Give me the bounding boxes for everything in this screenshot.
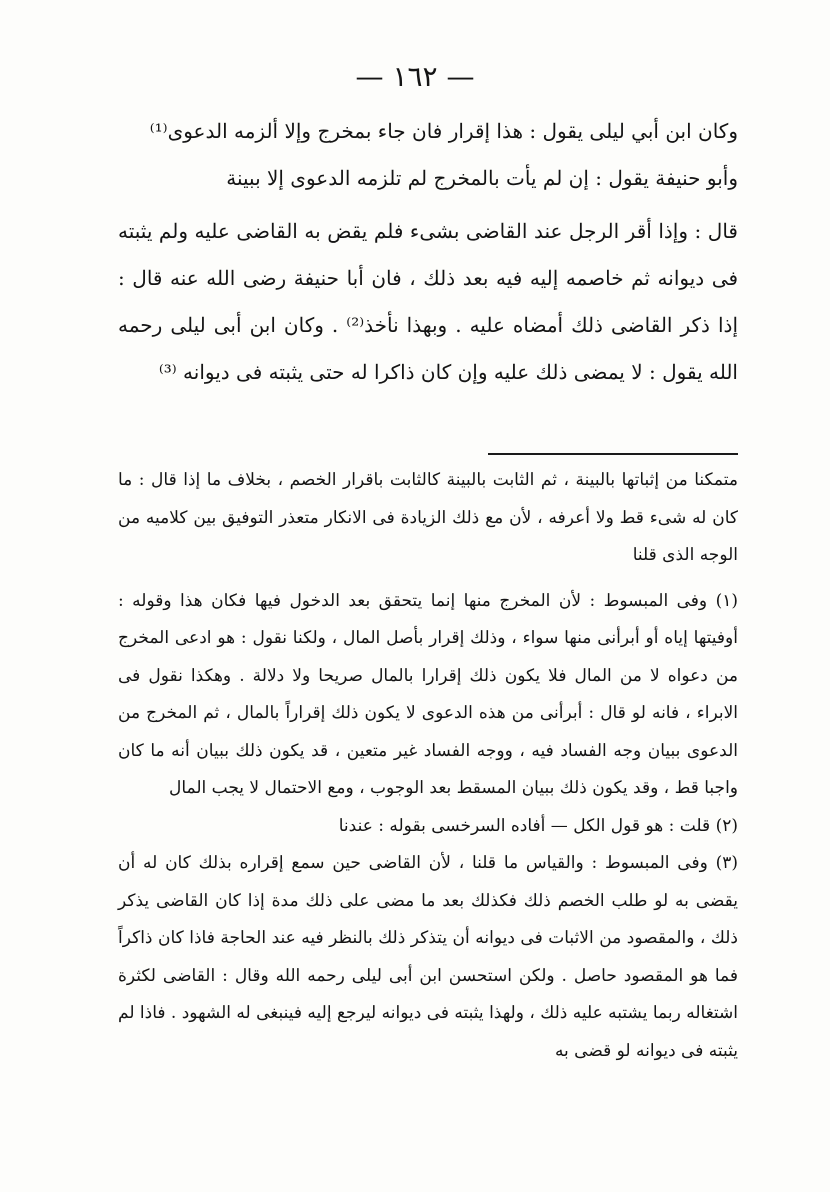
footnote-3: (٣) وفى المبسوط : والقياس ما قلنا ، لأن القاضى حين سمع إقراره بذلك كان له أن يقضى به لو طلب الخصم ذلك فكذلك بعد ما مضى على ذلك مدة إذا كان القاضى يذكر ذلك ، والمقصود من الاثبات فى ديوانه أن يتذكر ذلك بالنظر فيه عند الحاجة فاذا كان ذاكراً فما هو المقصود حاصل . ولكن استحسن ابن أبى ليلى رحمه الله وقال : القاضى لكثرة اشتغاله ربما يشتبه عليه ذلك ، ولهذا يثبته فى ديوانه ليرجع إليه فينبغى له الشهود . فاذا لم يثبته فى ديوانه لو قضى به <box>118 853 738 1061</box>
footnote-1: (١) وفى المبسوط : لأن المخرج منها إنما يتحقق بعد الدخول فيها فكان هذا وقوله : أوفيتها إياه أو أبرأنى منها سواء ، وذلك إقرار بأصل المال ، ولكنا نقول : هو ادعى المخرج من دعواه لا من المال فلا يكون ذلك إقرارا بالمال صريحا ولا دلالة . وهكذا نقول فى الابراء ، فانه لو قال : أبرأنى من هذه الدعوى لا يكون ذلك إقراراً بالمال ، ثم المخرج من الدعوى ببيان وجه الفساد فيه ، ووجه الفساد غير متعين ، قد يكون ذلك ببيان أنه ما كان واجبا قط ، وقد يكون ذلك ببيان المسقط بعد الوجوب ، ومع الاحتمال لا يجب المال <box>118 590 738 798</box>
footnote-2: (٢) قلت : هو قول الكل — أفاده السرخسى بقوله : عندنا <box>338 815 738 836</box>
main-text-line-1: وكان ابن أبي ليلى يقول : هذا إقرار فان جاء بمخرج وإلا ألزمه الدعوى⁽¹⁾ <box>149 119 738 143</box>
main-text-paragraph-2: قال : وإذا أقر الرجل عند القاضى بشىء فلم يقض به القاضى عليه ولم يثبته فى ديوانه ثم خاصمه إليه فيه بعد ذلك ، فان أبا حنيفة رضى الله عنه قال : إذا ذكر القاضى ذلك أمضاه عليه . وبهذا نأخذ⁽²⁾ . وكان ابن أبى ليلى رحمه الله يقول : لا يمضى ذلك عليه وإن كان ذاكرا له حتى يثبته فى ديوانه ⁽³⁾ <box>118 219 739 384</box>
main-text <box>118 108 738 396</box>
footnote-divider <box>488 453 738 455</box>
footnote-continuation: متمكنا من إثباتها بالبينة ، ثم الثابت بالبينة كالثابت باقرار الخصم ، بخلاف ما إذا قال : ما كان له شىء قط ولا أعرفه ، لأن مع ذلك الزيادة فى الانكار متعذر التوفيق بين كلاميه من الوجه الذى قلنا <box>118 470 738 565</box>
page-number: — ١٦٢ — <box>355 60 475 93</box>
main-text-line-2: وأبو حنيفة يقول : إن لم يأت بالمخرج لم تلزمه الدعوى إلا ببينة <box>226 166 738 190</box>
footnotes <box>118 462 738 1070</box>
